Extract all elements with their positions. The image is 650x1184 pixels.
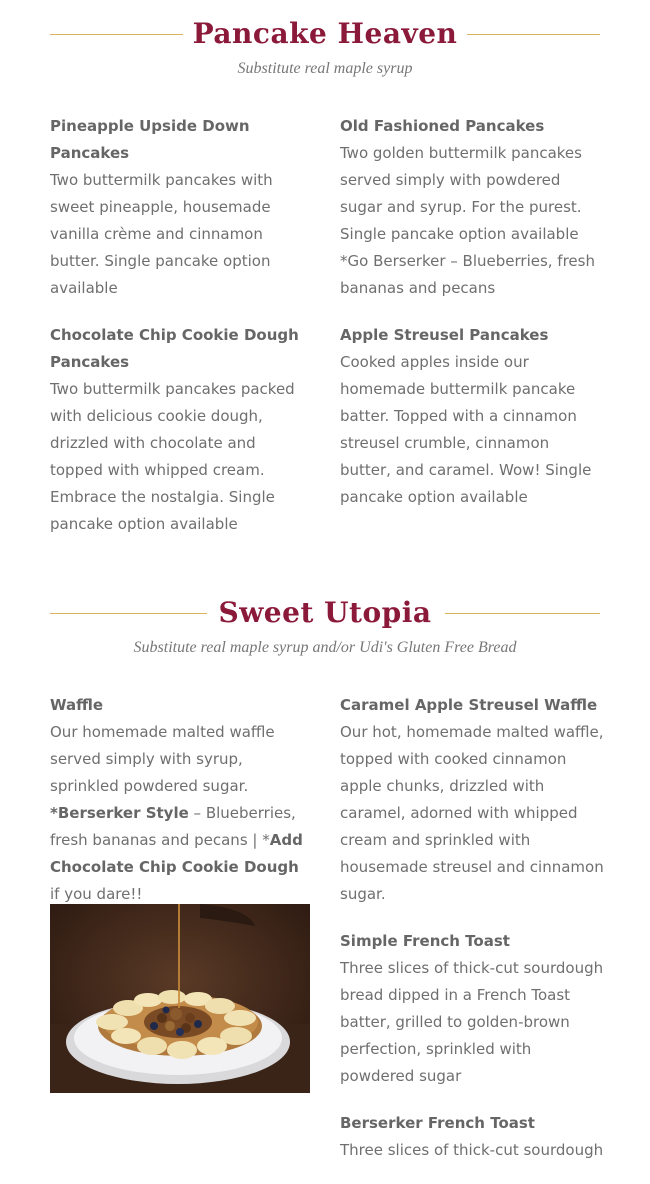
menu-item-description: Two buttermilk pancakes packed with delicious cookie dough, drizzled with chocolate and topped with whipped cream. Embrace the nostalgia. Single pancake option available — [50, 380, 295, 533]
menu-item-name: Simple French Toast — [340, 932, 510, 950]
waffle-left-column — [50, 692, 312, 928]
menu-item-description: Two golden buttermilk pancakes served simply with powdered sugar and syrup. For the purest. Single pancake option available *Go Berserker – Blueberries, fresh bananas and pecans — [340, 144, 595, 297]
section-header — [50, 591, 600, 635]
sweet-utopia-section — [50, 591, 600, 659]
menu-item — [340, 322, 602, 511]
menu-item — [340, 928, 610, 1090]
menu-item-description: Three slices of thick-cut sourdough bread dipped in a French Toast batter, grilled to golden-brown perfection, sprinkled with powdered sugar — [340, 959, 604, 1085]
menu-item-name: Chocolate Chip Cookie Dough Pancakes — [50, 326, 299, 371]
menu-item — [50, 113, 312, 302]
waffle-photo-illustration — [50, 904, 310, 1093]
desc-bold-text: *Berserker Style — [50, 804, 189, 822]
waffle-right-column — [340, 692, 610, 1184]
section-title: Sweet Utopia — [218, 596, 432, 629]
menu-item-description: Two buttermilk pancakes with sweet pineapple, housemade vanilla crème and cinnamon butter. Single pancake option available — [50, 171, 273, 297]
menu-item-name: Apple Streusel Pancakes — [340, 326, 549, 344]
pancake-right-column — [340, 113, 602, 531]
menu-item-description — [50, 719, 312, 908]
section-subtitle: Substitute real maple syrup and/or Udi's Gluten Free Bread — [133, 639, 517, 656]
menu-item-description: Our hot, homemade malted waffle, topped with cooked cinnamon apple chunks, drizzled with caramel, adorned with whipped cream and sprinkled with housemade streusel and cinnamon sugar. — [340, 723, 604, 903]
pancake-heaven-section — [50, 12, 600, 80]
menu-item-name: Berserker French Toast — [340, 1114, 535, 1132]
menu-item — [340, 113, 602, 302]
section-header — [50, 12, 600, 56]
section-subtitle: Substitute real maple syrup — [237, 60, 413, 77]
menu-item-description: Cooked apples inside our homemade buttermilk pancake batter. Topped with a cinnamon streusel crumble, cinnamon butter, and caramel. Wow! Single pancake option available — [340, 353, 592, 506]
menu-item-name: Waffle — [50, 696, 104, 714]
waffle-photo — [50, 904, 310, 1093]
pancake-left-column — [50, 113, 312, 558]
menu-item-name: Old Fashioned Pancakes — [340, 117, 545, 135]
menu-item-name: Caramel Apple Streusel Waffle — [340, 696, 598, 714]
desc-text: Our homemade malted waffle served simply with syrup, sprinkled powdered sugar. — [50, 723, 275, 795]
menu-item — [340, 692, 610, 908]
section-title: Pancake Heaven — [192, 17, 458, 50]
menu-item-description: Three slices of thick-cut sourdough — [340, 1141, 604, 1159]
desc-text: if you dare!! — [50, 885, 143, 903]
menu-item — [50, 322, 312, 538]
menu-item — [340, 1110, 610, 1164]
desc-text: – Blueberries, fresh bananas and pecans | * — [50, 804, 296, 849]
menu-item — [50, 692, 312, 908]
desc-bold-text: Add Chocolate Chip Cookie Dough — [50, 831, 303, 876]
menu-item-name: Pineapple Upside Down Pancakes — [50, 117, 250, 162]
